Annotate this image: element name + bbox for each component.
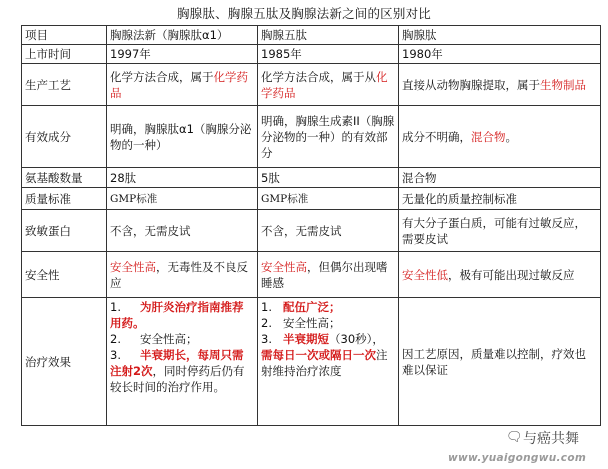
row-label: 致敏蛋白 bbox=[22, 210, 107, 252]
table-cell bbox=[399, 252, 601, 298]
table-cell bbox=[399, 106, 601, 168]
highlight-text: 配伍广泛； bbox=[283, 300, 341, 314]
table-cell: 因工艺原因，质量难以控制，疗效也难以保证 bbox=[399, 298, 601, 426]
table-cell: 明确，胸腺生成素II（胸腺分泌物的一种）的有效部分 bbox=[258, 106, 399, 168]
table-cell: 不含，无需皮试 bbox=[258, 210, 399, 252]
table-row bbox=[22, 210, 601, 252]
highlight-text: 半衰期长，每周只需注射2次 bbox=[110, 348, 244, 378]
highlight-text: 需每日一次或隔日一次 bbox=[261, 348, 376, 362]
table-row bbox=[22, 252, 601, 298]
table-cell: 1985年 bbox=[258, 45, 399, 64]
table-cell bbox=[107, 298, 258, 426]
header-cell: 项目 bbox=[22, 26, 107, 45]
row-label: 治疗效果 bbox=[22, 298, 107, 426]
table-cell bbox=[107, 252, 258, 298]
table-cell: 混合物 bbox=[399, 168, 601, 188]
row-label: 有效成分 bbox=[22, 106, 107, 168]
header-cell: 胸腺法新（胸腺肽α1） bbox=[107, 26, 258, 45]
table-cell: GMP标准 bbox=[258, 188, 399, 210]
page-title: 胸腺肽、胸腺五肽及胸腺法新之间的区别对比 bbox=[176, 6, 431, 21]
highlight-text: 生物制品 bbox=[540, 77, 586, 92]
table-cell: 不含，无需皮试 bbox=[107, 210, 258, 252]
table-cell bbox=[399, 64, 601, 106]
table-header-row bbox=[22, 26, 601, 45]
cell-text: 化学方法合成，属于 bbox=[110, 69, 214, 84]
row-label: 氨基酸数量 bbox=[22, 168, 107, 188]
table-cell: 无量化的质量控制标准 bbox=[399, 188, 601, 210]
table-cell bbox=[258, 252, 399, 298]
list-item: 3. 半衰期长，每周只需注射2次，同时停药后仍有较长时间的治疗作用。 bbox=[110, 348, 245, 394]
table-cell: 1997年 bbox=[107, 45, 258, 64]
highlight-text: 安全性高 bbox=[110, 259, 156, 274]
list-item: 2. 安全性高； bbox=[110, 332, 198, 346]
row-label: 安全性 bbox=[22, 252, 107, 298]
list-item: 3. 半衰期短（30秒），需每日一次或隔日一次注射维持治疗浓度 bbox=[261, 332, 388, 378]
table-cell: 明确，胸腺肽α1（胸腺分泌物的一种） bbox=[107, 106, 258, 168]
cell-text: ，极有可能出现过敏反应 bbox=[448, 267, 575, 282]
highlight-text: 半衰期短 bbox=[283, 332, 329, 346]
table-cell: 1980年 bbox=[399, 45, 601, 64]
wechat-icon: 🗨 bbox=[506, 430, 523, 445]
cell-text: ，无毒性及不良反应 bbox=[110, 259, 248, 290]
table-cell bbox=[107, 64, 258, 106]
header-cell: 胸腺五肽 bbox=[258, 26, 399, 45]
cell-text: ，但偶尔出现嗜睡感 bbox=[261, 259, 388, 290]
table-cell: 有大分子蛋白质，可能有过敏反应，需要皮试 bbox=[399, 210, 601, 252]
row-label: 质量标准 bbox=[22, 188, 107, 210]
cell-text: 化学方法合成，属于从 bbox=[261, 69, 376, 84]
list-item: 1. 为肝炎治疗指南推荐用药。 bbox=[110, 300, 244, 330]
watermark-text: 与癌共舞 bbox=[523, 431, 579, 447]
row-label: 生产工艺 bbox=[22, 64, 107, 106]
cell-text: 直接从动物胸腺提取，属于 bbox=[402, 77, 540, 92]
highlight-text: 化学药品 bbox=[110, 69, 248, 100]
highlight-text: 化学药品 bbox=[261, 69, 388, 100]
highlight-text: 安全性高 bbox=[261, 259, 307, 274]
table-row bbox=[22, 106, 601, 168]
list-item: 2. 安全性高； bbox=[261, 316, 341, 330]
table-cell: 5肽 bbox=[258, 168, 399, 188]
highlight-text: 混合物 bbox=[471, 129, 506, 144]
table-cell bbox=[258, 64, 399, 106]
row-label: 上市时间 bbox=[22, 45, 107, 64]
cell-text: 成分不明确， bbox=[402, 129, 471, 144]
table-row bbox=[22, 298, 601, 426]
table-row bbox=[22, 64, 601, 106]
table-row bbox=[22, 168, 601, 188]
table-row bbox=[22, 45, 601, 64]
highlight-text: 安全性低 bbox=[402, 267, 448, 282]
cell-text: 。 bbox=[505, 129, 517, 144]
header-cell: 胸腺肽 bbox=[399, 26, 601, 45]
list-item: 1. 配伍广泛； bbox=[261, 300, 341, 314]
highlight-text: 为肝炎治疗指南推荐用药。 bbox=[110, 300, 244, 330]
comparison-table bbox=[21, 25, 601, 426]
table-row bbox=[22, 188, 601, 210]
table-cell: GMP标准 bbox=[107, 188, 258, 210]
watermark-url: www.yuaigongwu.com bbox=[448, 452, 587, 464]
table-cell: 28肽 bbox=[107, 168, 258, 188]
table-cell bbox=[258, 298, 399, 426]
